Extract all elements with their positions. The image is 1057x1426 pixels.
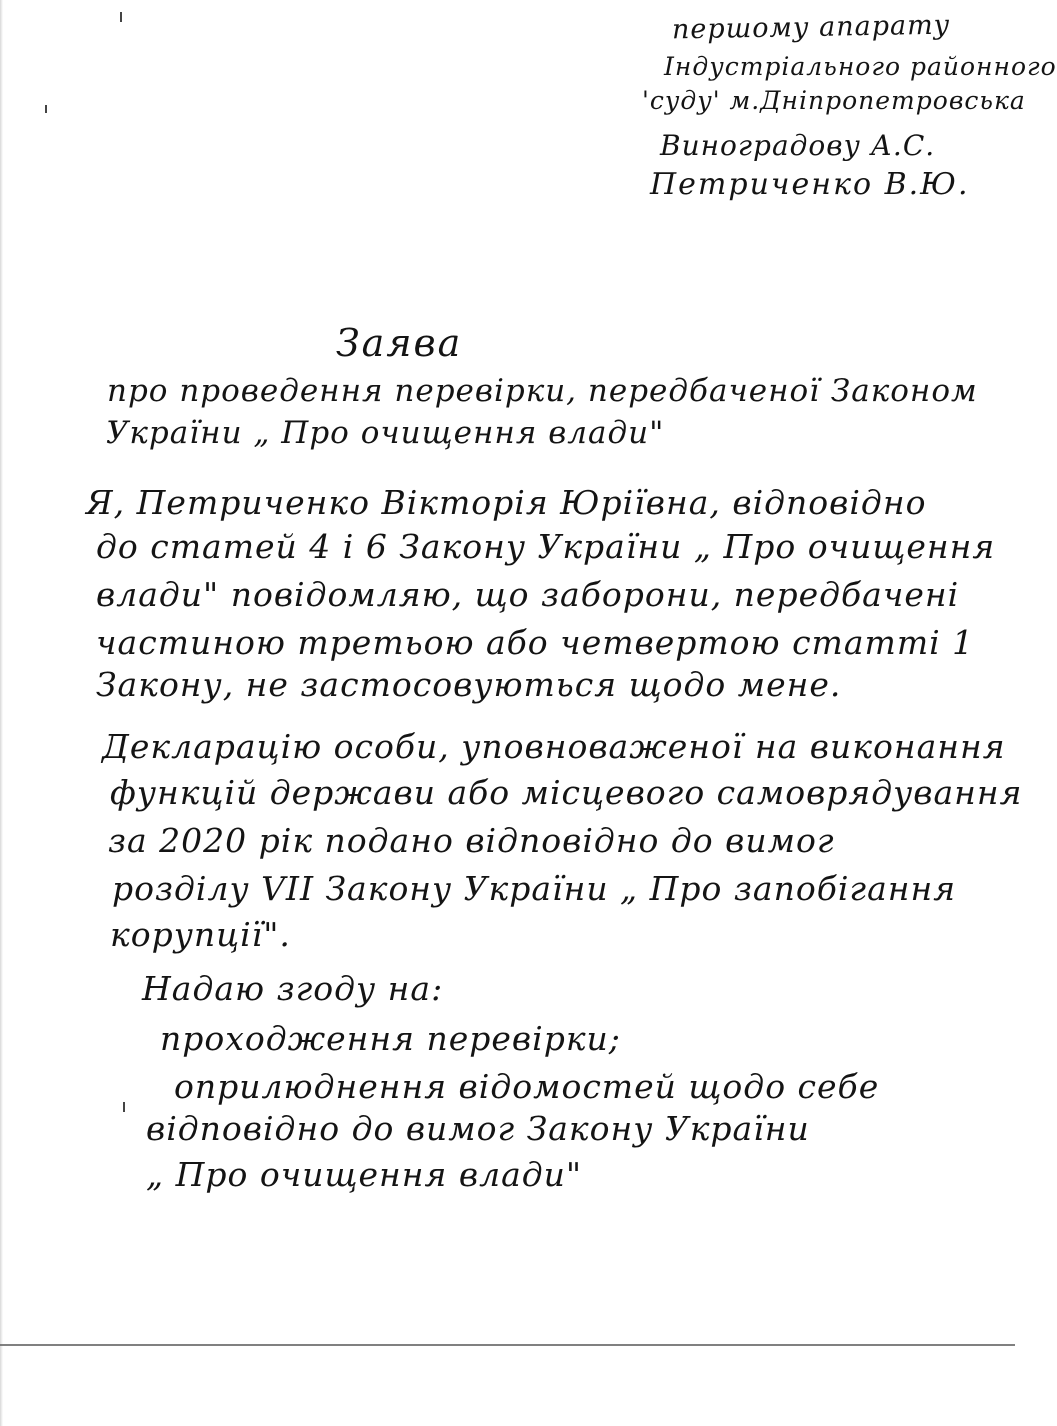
text-line: функцій держави або місцевого самоврядування — [110, 773, 1023, 812]
text-line: влади" повідомляю, що заборони, передбачені — [96, 575, 960, 614]
text-line: Надаю згоду на: — [142, 969, 444, 1008]
text-line: проходження перевірки; — [160, 1019, 621, 1058]
addressee-line: Індустріального районного — [664, 52, 1057, 81]
text-line: частиною третьою або четвертою статті 1 — [96, 623, 975, 662]
scan-bottom-line — [0, 1344, 1015, 1346]
subtitle-line: України „ Про очищення влади" — [106, 415, 665, 451]
subtitle-line: про проведення перевірки, передбаченої Законом — [107, 373, 978, 409]
text-line: оприлюднення відомостей щодо себе — [174, 1067, 880, 1106]
text-line: Я, Петриченко Вікторія Юріївна, відповідно — [86, 483, 927, 522]
addressee-line: Виноградову А.С. — [660, 129, 936, 162]
scan-left-edge-shadow — [0, 0, 3, 1426]
text-line: „ Про очищення влади" — [146, 1155, 583, 1194]
scan-speck — [45, 105, 47, 113]
addressee-line: 'суду' м.Дніпропетровська — [642, 86, 1026, 115]
text-line: корупції". — [110, 915, 291, 954]
text-line: розділу VII Закону України „ Про запобігання — [112, 869, 957, 908]
scan-speck — [120, 12, 122, 22]
text-line: за 2020 рік подано відповідно до вимог — [108, 821, 835, 860]
text-line: Закону, не застосовуються щодо мене. — [96, 665, 842, 704]
document-title: Заява — [336, 321, 463, 365]
text-line: Декларацію особи, уповноваженої на виконання — [102, 727, 1006, 766]
scan-speck — [123, 1102, 125, 1112]
text-line: відповідно до вимог Закону України — [146, 1109, 810, 1148]
sender-name: Петриченко В.Ю. — [650, 167, 970, 202]
addressee-line: першому апарату — [671, 9, 951, 46]
text-line: до статей 4 і 6 Закону України „ Про очищення — [96, 527, 996, 566]
